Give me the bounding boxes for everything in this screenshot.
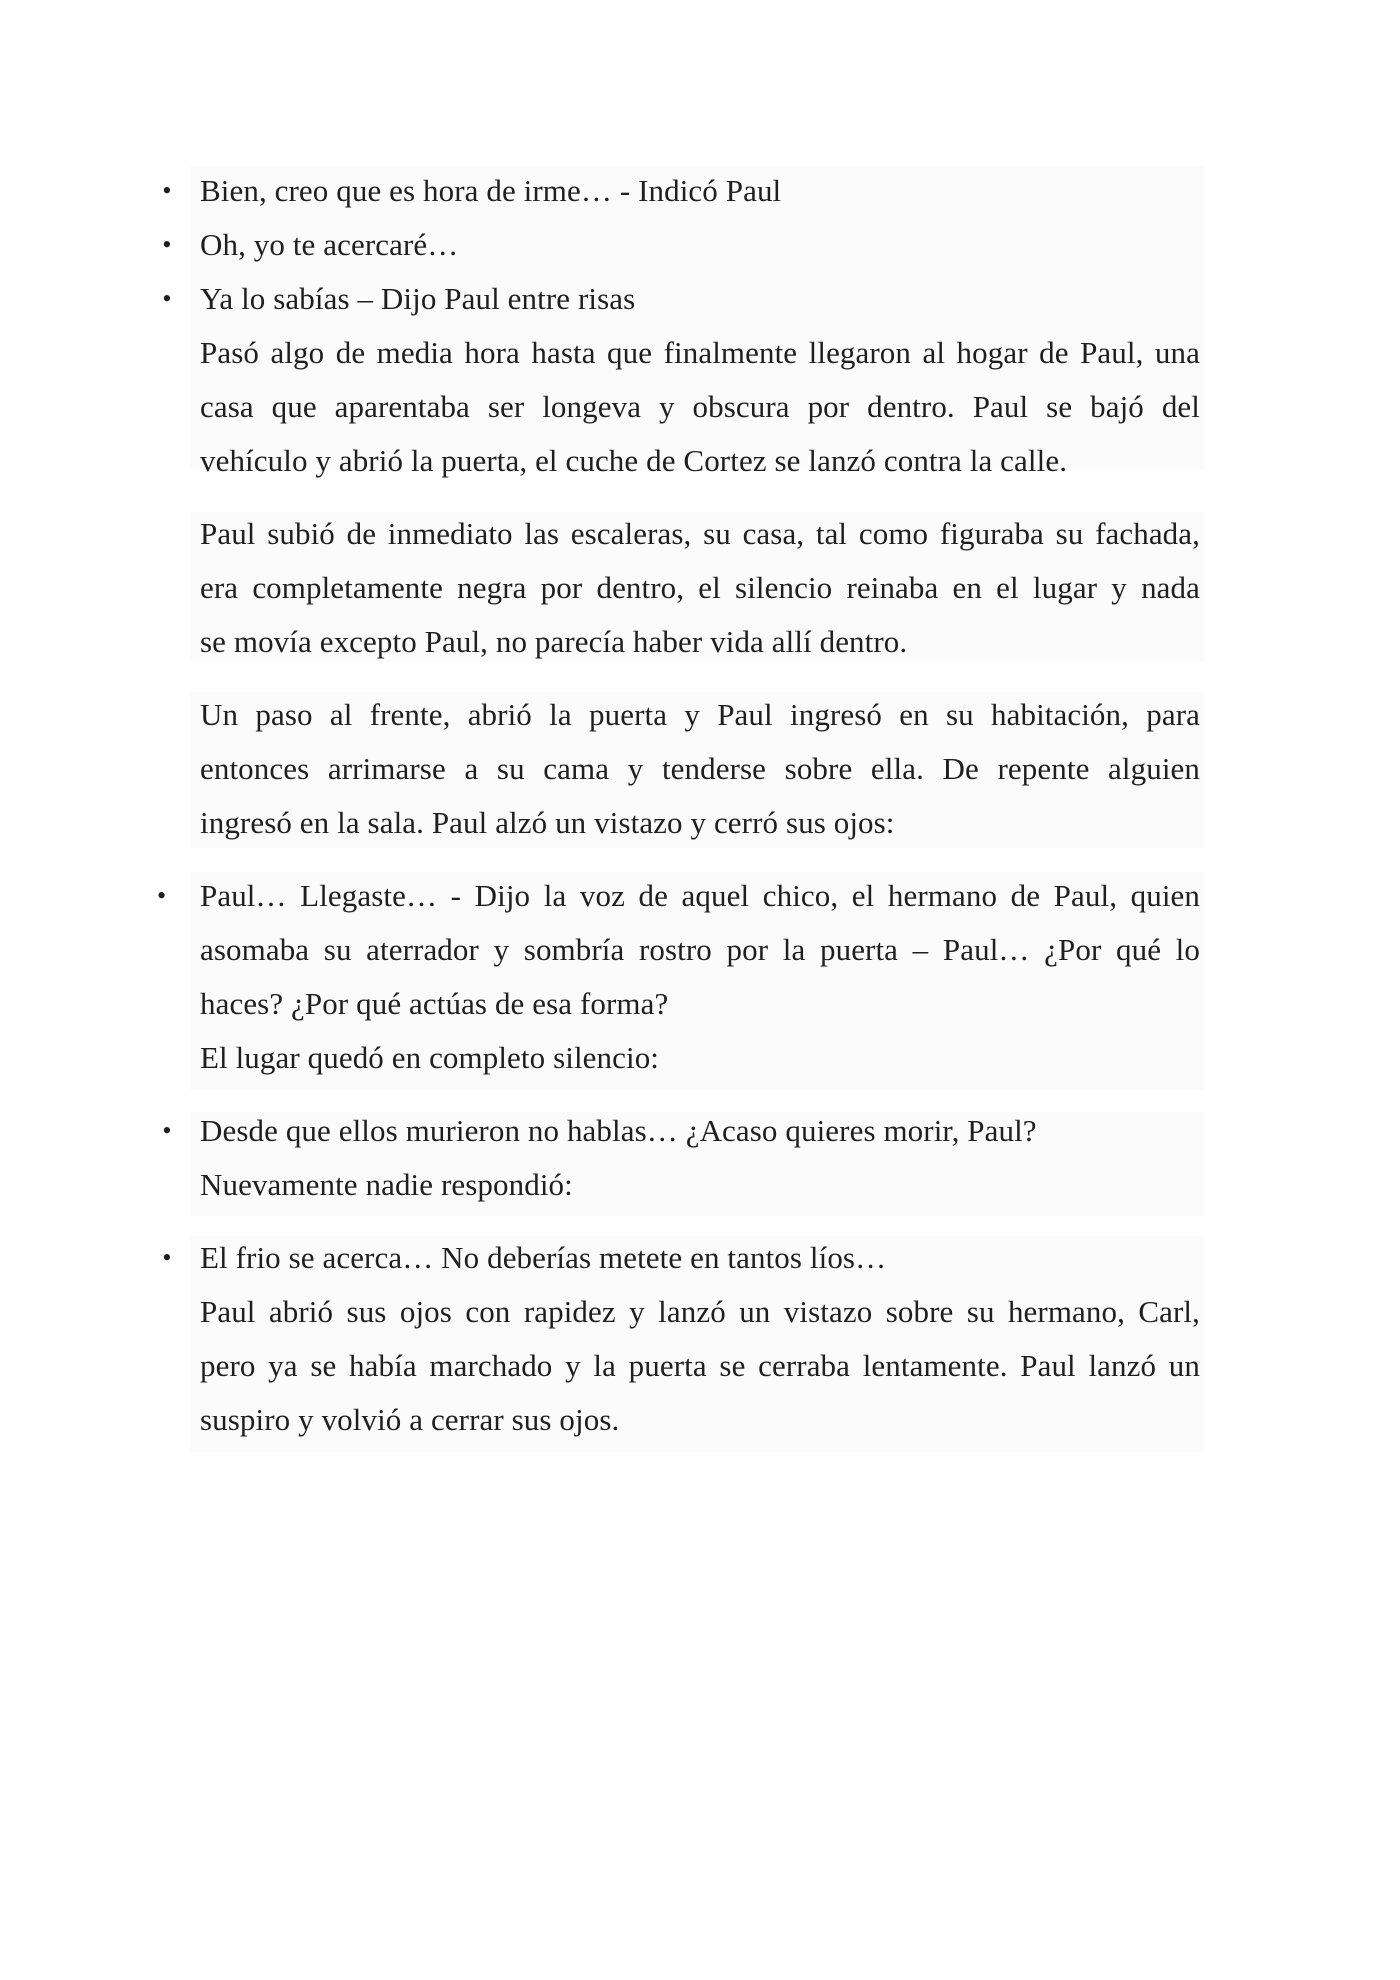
paragraph-line: se movía excepto Paul, no parecía haber vida allí dentro. — [200, 624, 908, 659]
paragraph-line: casa que aparentaba ser longeva y obscura por dentro. Paul se bajó del — [200, 389, 1200, 424]
bullet-glyph: • — [157, 881, 167, 910]
bullet-glyph: • — [162, 1116, 172, 1145]
bullet-text: Oh, yo te acercaré… — [200, 227, 459, 262]
bullet-item — [162, 218, 1200, 272]
bullet-glyph: • — [162, 284, 172, 313]
paragraph-line: entonces arrimarse a su cama y tenderse sobre ella. De repente alguien — [200, 751, 1200, 786]
paragraph-line: era completamente negra por dentro, el silencio reinaba en el lugar y nada — [200, 570, 1200, 605]
paragraph-line: Pasó algo de media hora hasta que finalmente llegaron al hogar de Paul, una — [200, 335, 1200, 370]
paragraph-line: ingresó en la sala. Paul alzó un vistazo y cerró sus ojos: — [200, 805, 895, 840]
paragraph — [200, 507, 1200, 669]
paragraph-line: Un paso al frente, abrió la puerta y Paul ingresó en su habitación, para — [200, 697, 1200, 732]
bullet-glyph: • — [162, 176, 172, 205]
bullet-item — [157, 869, 1200, 1031]
paragraph-line: pero ya se había marchado y la puerta se cerraba lentamente. Paul lanzó un — [200, 1348, 1200, 1383]
bullet-text: Bien, creo que es hora de irme… - Indicó Paul — [200, 173, 782, 208]
paragraph-line: vehículo y abrió la puerta, el cuche de Cortez se lanzó contra la calle. — [200, 443, 1068, 478]
document-body — [157, 164, 1200, 1447]
bullet-item — [162, 1104, 1200, 1158]
paragraph — [200, 1285, 1200, 1447]
bullet-item — [162, 164, 1200, 218]
bullet-text: Ya lo sabías – Dijo Paul entre risas — [200, 281, 636, 316]
paragraph-line: Nuevamente nadie respondió: — [200, 1167, 573, 1202]
bullet-glyph: • — [162, 1243, 172, 1272]
bullet-text: Desde que ellos murieron no hablas… ¿Acaso quieres morir, Paul? — [200, 1113, 1037, 1148]
bullet-item — [162, 1231, 1200, 1285]
bullet-glyph: • — [162, 230, 172, 259]
paragraph-line: Paul subió de inmediato las escaleras, su casa, tal como figuraba su fachada, — [200, 516, 1200, 551]
paragraph-line: suspiro y volvió a cerrar sus ojos. — [200, 1402, 620, 1437]
paragraph-line: Paul abrió sus ojos con rapidez y lanzó un vistazo sobre su hermano, Carl, — [200, 1294, 1200, 1329]
bullet-item — [162, 272, 1200, 326]
bullet-text: Paul… Llegaste… - Dijo la voz de aquel chico, el hermano de Paul, quien — [200, 878, 1200, 913]
bullet-text: El frio se acerca… No deberías metete en tantos líos… — [200, 1240, 887, 1275]
bullet-text: haces? ¿Por qué actúas de esa forma? — [200, 986, 669, 1021]
paragraph-line: El lugar quedó en completo silencio: — [200, 1040, 660, 1075]
bullet-text: asomaba su aterrador y sombría rostro por la puerta – Paul… ¿Por qué lo — [200, 932, 1200, 967]
paragraph — [200, 688, 1200, 850]
paragraph — [200, 326, 1200, 488]
